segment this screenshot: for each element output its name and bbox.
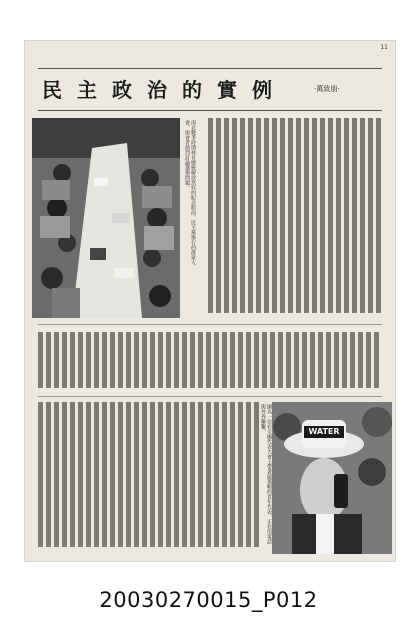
convention-table-photo	[32, 118, 180, 318]
text-block-lower-left	[38, 402, 274, 552]
text-block-upper-right	[206, 118, 386, 318]
archive-id-label: 20030270015_P012	[99, 588, 318, 612]
lower-rule	[38, 396, 382, 397]
author-byline: ·萬致朋·	[314, 85, 340, 93]
magazine-page	[24, 40, 396, 562]
hat-label: WATER	[308, 427, 340, 436]
convention-photo-drawing	[32, 118, 180, 318]
photo1-caption: 南北戰爭時期林肯總統解放黑奴的紀念館前，民主黨舉行的群眾大會，與會者熱烈討論選舉問題。	[184, 120, 196, 265]
delegate-photo	[272, 402, 392, 554]
delegate-photo-drawing	[272, 402, 392, 554]
page-number: 11	[380, 44, 388, 51]
photo2-caption: 圖為一位在全國代表大會上帶著競選帽的青年代表，正在用電話與外界聯繫。	[260, 404, 272, 544]
top-rule	[38, 68, 382, 69]
article-title: 民主政治的實例	[42, 78, 287, 102]
middle-rule	[38, 324, 382, 325]
text-block-middle	[38, 332, 382, 392]
title-rule	[38, 110, 382, 111]
